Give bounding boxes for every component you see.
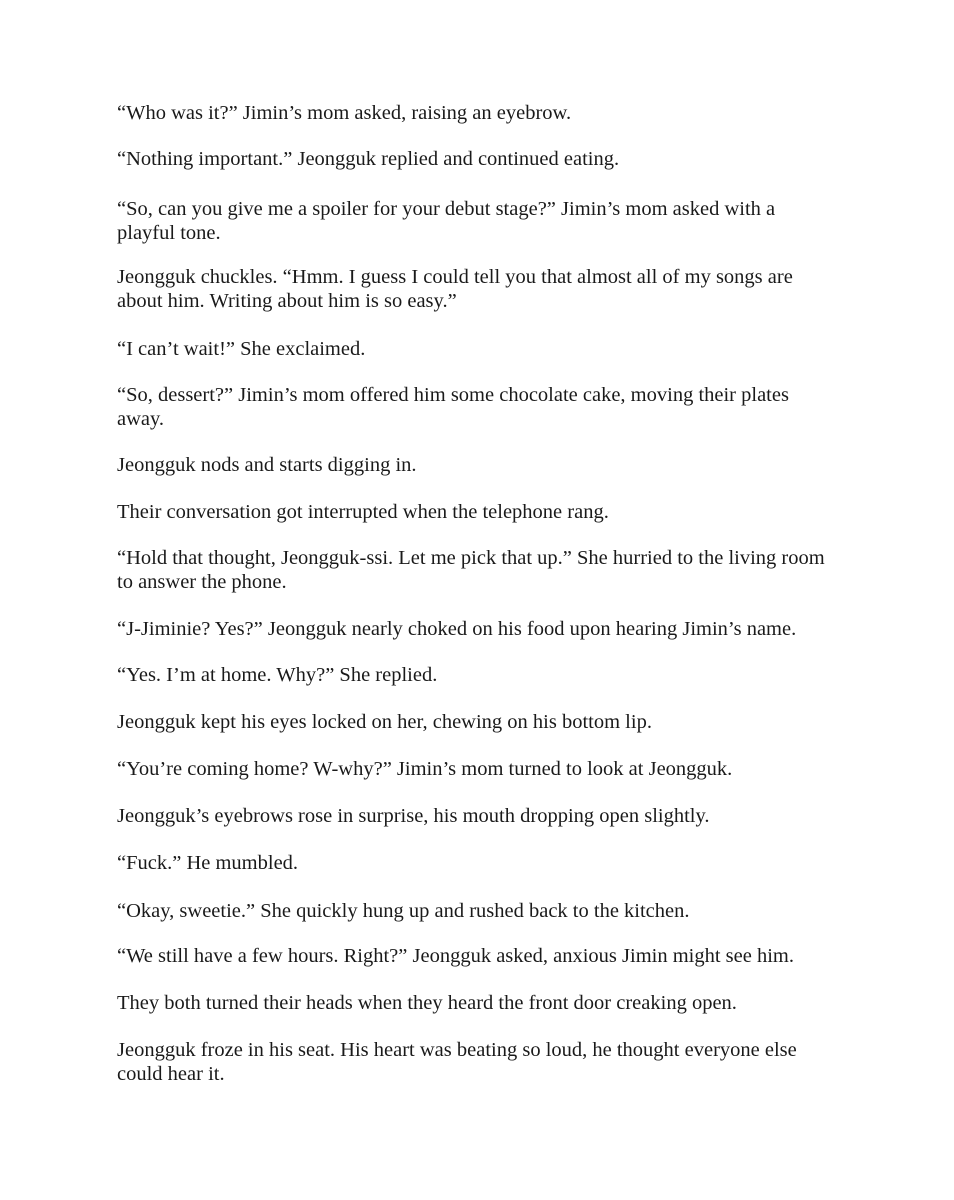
paragraph: They both turned their heads when they heard the front door creaking open. <box>117 992 737 1014</box>
paragraph: Jeongguk nods and starts digging in. <box>117 454 417 476</box>
paragraph: Jeongguk’s eyebrows rose in surprise, his mouth dropping open slightly. <box>117 805 710 827</box>
paragraph: “Hold that thought, Jeongguk-ssi. Let me pick that up.” She hurried to the living room to answer the phone. <box>117 547 825 593</box>
paragraph: “Okay, sweetie.” She quickly hung up and rushed back to the kitchen. <box>117 900 690 922</box>
paragraph: Jeongguk froze in his seat. His heart was beating so loud, he thought everyone else could hear it. <box>117 1039 797 1085</box>
paragraph: “Fuck.” He mumbled. <box>117 852 299 874</box>
paragraph: “You’re coming home? W-why?” Jimin’s mom turned to look at Jeongguk. <box>117 758 733 780</box>
paragraph: “We still have a few hours. Right?” Jeongguk asked, anxious Jimin might see him. <box>117 945 795 967</box>
paragraph: “Nothing important.” Jeongguk replied and continued eating. <box>117 148 620 170</box>
paragraph: Their conversation got interrupted when the telephone rang. <box>117 501 609 523</box>
paragraph: “I can’t wait!” She exclaimed. <box>117 338 366 360</box>
paragraph: “So, can you give me a spoiler for your debut stage?” Jimin’s mom asked with a playful tone. <box>117 198 776 244</box>
paragraph: “Who was it?” Jimin’s mom asked, raising an eyebrow. <box>117 102 572 124</box>
paragraph: “So, dessert?” Jimin’s mom offered him some chocolate cake, moving their plates away. <box>117 384 789 430</box>
paragraph: “J-Jiminie? Yes?” Jeongguk nearly choked on his food upon hearing Jimin’s name. <box>117 618 797 640</box>
paragraph: Jeongguk kept his eyes locked on her, chewing on his bottom lip. <box>117 711 652 733</box>
paragraph: Jeongguk chuckles. “Hmm. I guess I could tell you that almost all of my songs are about him. Writing about him is so easy.” <box>117 266 793 312</box>
paragraph: “Yes. I’m at home. Why?” She replied. <box>117 664 438 686</box>
